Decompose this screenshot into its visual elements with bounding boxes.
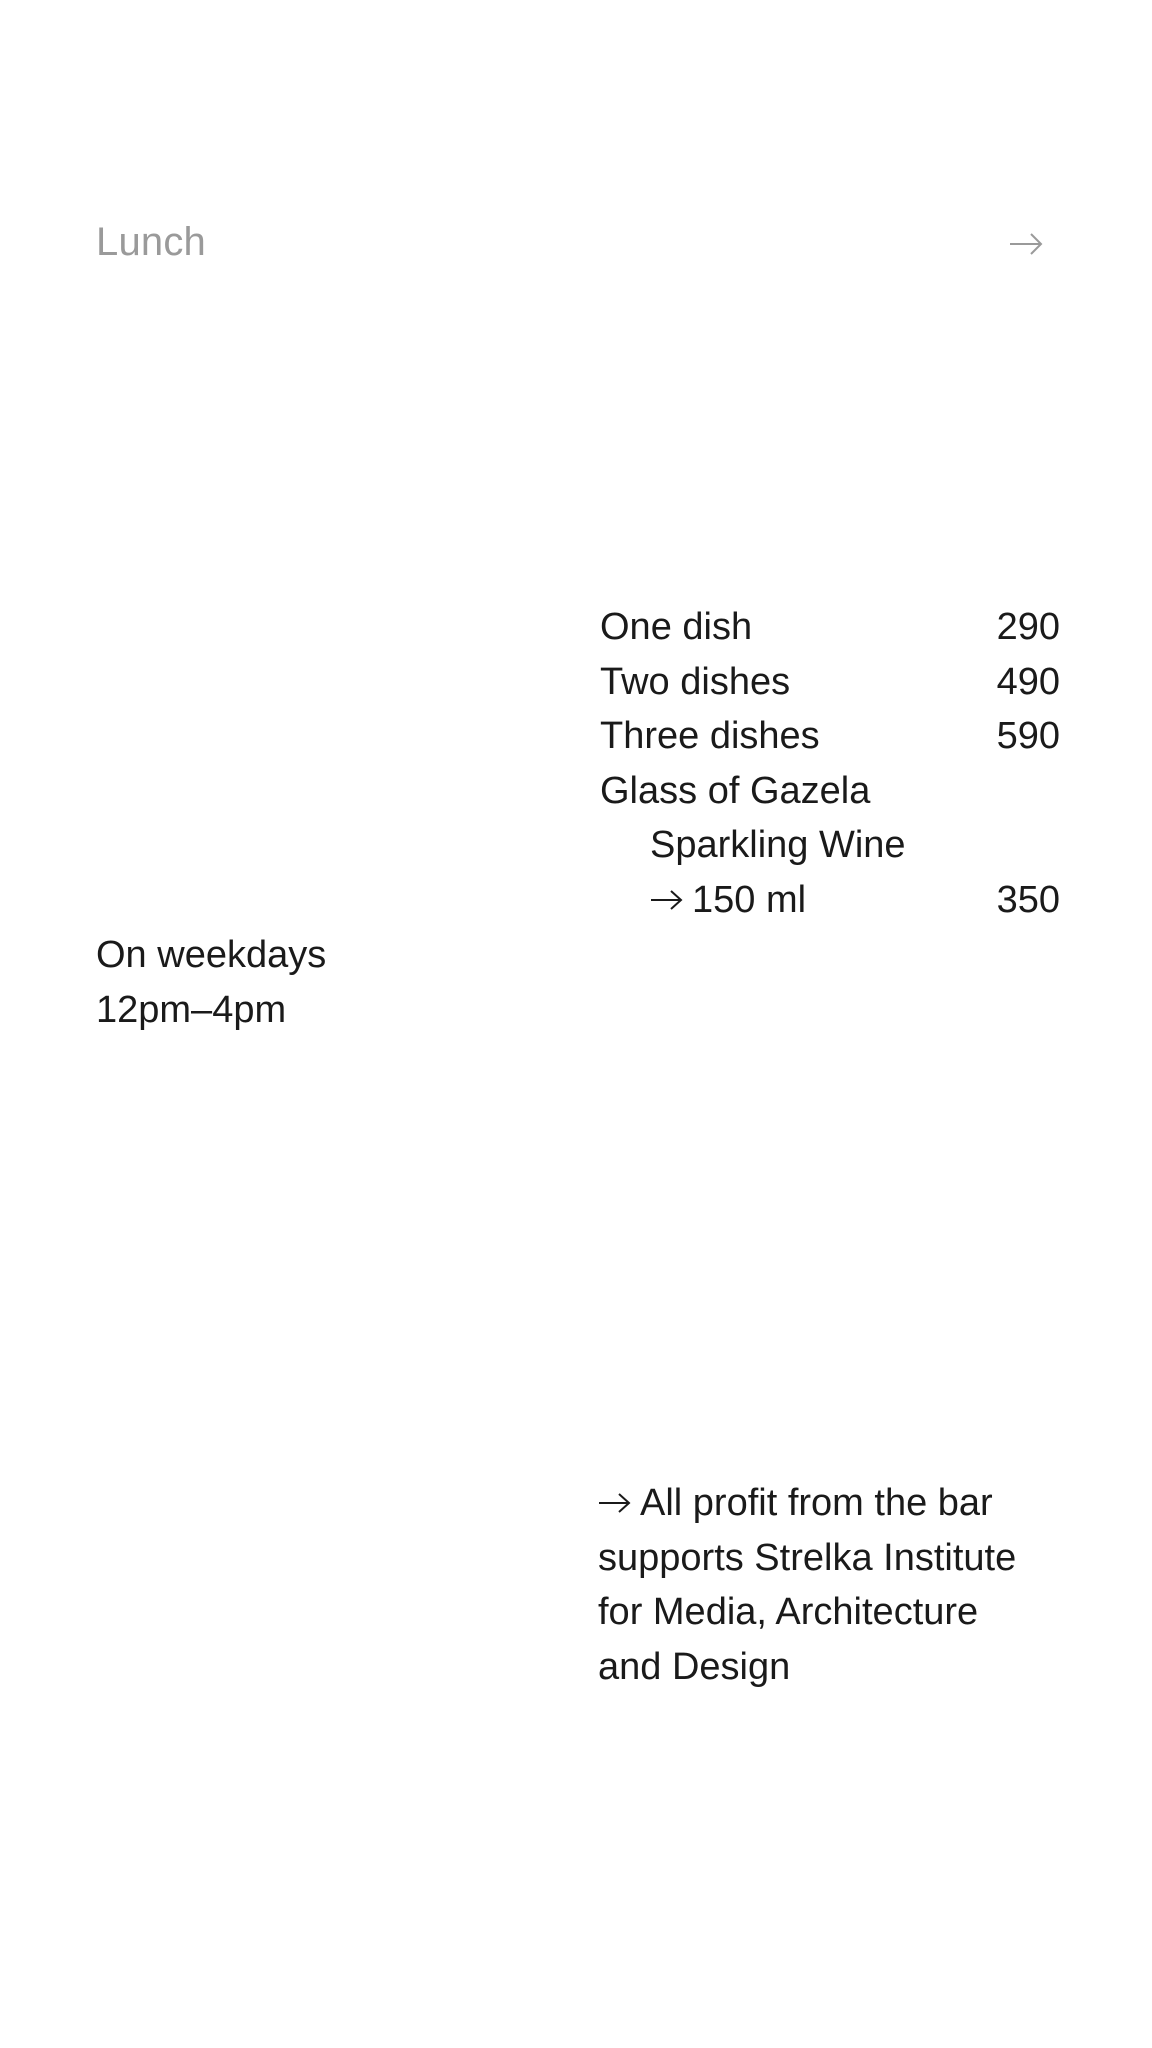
menu-item bbox=[600, 709, 1060, 764]
menu-item-price: 590 bbox=[996, 715, 1060, 757]
wine-item-volume-row bbox=[600, 873, 1060, 928]
arrow-right-icon bbox=[650, 873, 684, 897]
schedule-days: On weekdays bbox=[96, 934, 327, 976]
profit-note-line: for Media, Architecture bbox=[598, 1591, 979, 1633]
profit-note-line: All profit from the bar bbox=[640, 1482, 993, 1524]
arrow-right-icon bbox=[598, 1476, 632, 1500]
profit-note bbox=[598, 1476, 1068, 1694]
menu-item bbox=[600, 600, 1060, 655]
arrow-right-icon bbox=[1008, 216, 1060, 272]
page-title: Lunch bbox=[96, 220, 206, 264]
wine-item-line-2 bbox=[600, 818, 1060, 873]
menu-item bbox=[600, 655, 1060, 710]
wine-item-line-1 bbox=[600, 764, 1060, 819]
schedule bbox=[96, 928, 326, 1037]
menu-item-price: 290 bbox=[996, 606, 1060, 648]
menu-item-name: Two dishes bbox=[600, 660, 791, 703]
schedule-hours: 12pm–4pm bbox=[96, 988, 287, 1031]
wine-name-continued: Sparkling Wine bbox=[650, 824, 906, 866]
next-arrow-button[interactable] bbox=[1008, 216, 1060, 272]
menu-item-price: 490 bbox=[996, 660, 1060, 703]
wine-volume: 150 ml bbox=[692, 878, 807, 921]
lunch-menu bbox=[600, 600, 1060, 927]
wine-price: 350 bbox=[996, 878, 1060, 921]
profit-note-line: and Design bbox=[598, 1645, 791, 1688]
menu-item-name: One dish bbox=[600, 606, 753, 648]
menu-item-name: Three dishes bbox=[600, 715, 820, 757]
wine-name: Glass of Gazela bbox=[600, 769, 871, 812]
profit-note-line: supports Strelka Institute bbox=[598, 1536, 1017, 1579]
